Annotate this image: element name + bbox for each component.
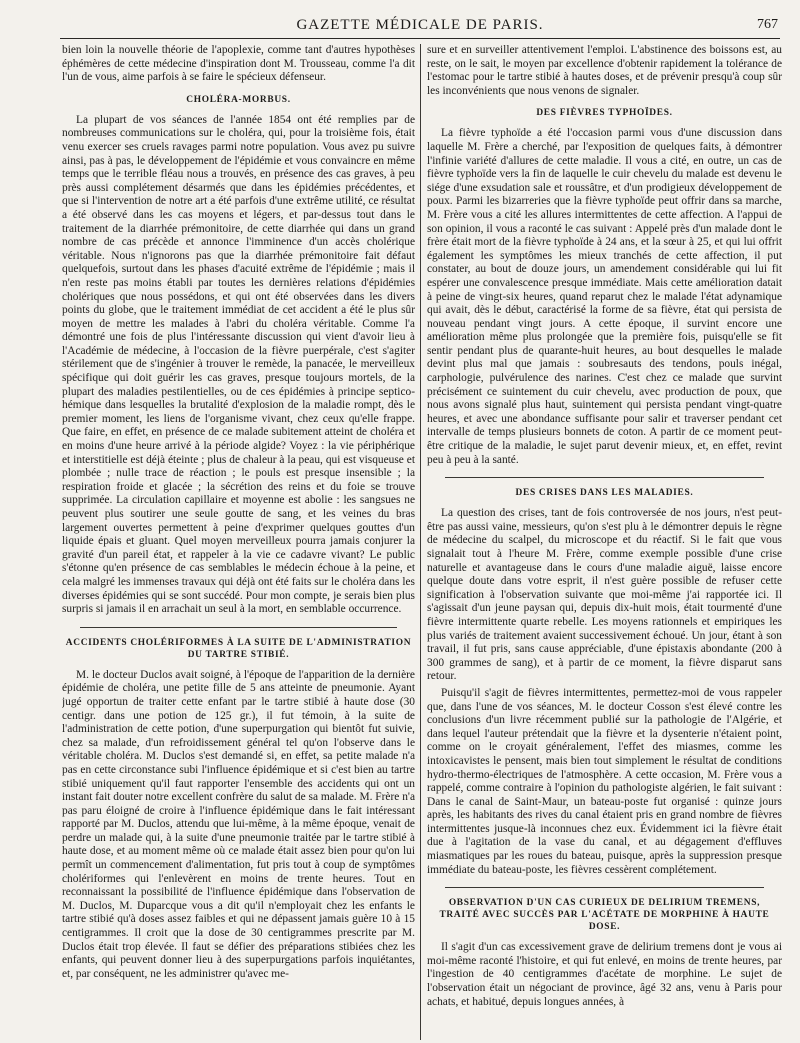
left-column: [62, 44, 415, 1040]
section-separator: [445, 477, 764, 478]
heading-line-1: ACCIDENTS CHOLÉRIFORMES À LA SUITE DE L'ADMINISTRATION: [65, 637, 412, 648]
section-heading-typhoides: DES FIÈVRES TYPHOÏDES.: [536, 108, 673, 119]
section-heading-crises: DES CRISES DANS LES MALADIES.: [515, 488, 694, 499]
crises-paragraph-1: La question des crises, tant de fois controversée de nos jours, n'est peut-être pas aussi vaine, messieurs, qu'on s'est plu à le démontrer depuis le règne de médecine du scalpel, du microscope et du réactif. Si le fait que vous signalait tout à l'heure M. Frère, comme exemple possible d'une crise naturelle et avantageuse dans le cours d'une maladie aiguë, laisse encore quelque doute dans votre esprit, il n'est guère possible de refuser cette signification à l'observation suivante que moi-même j'ai rapportée ici. Il s'agissait d'un jeune paysan qui, depuis dix-huit mois, était tourmenté d'une fièvre intermittente quarte rebelle. Les moyens rationnels et empiriques les plus variés de traitement avaient successivement échoué. Un jour, étant à son travail, il fut pris, sans cause appréciable, d'une épistaxis abondante (200 à 300 grammes de sang), et à partir de ce moment, la fièvre disparut sans retour.: [427, 507, 782, 683]
continued-paragraph: sure et en surveiller attentivement l'emploi. L'abstinence des boissons est, au reste, on le sait, le moyen par excellence d'obtenir rapidement la tolérance de l'estomac pour le tartre stibié à hautes doses, et de prévenir presqu'à coup sûr les inconvénients que nous venons de signaler.: [427, 44, 782, 97]
right-column: [427, 44, 782, 1040]
section-heading-cholera: CHOLÉRA-MORBUS.: [186, 94, 291, 105]
page-header: [60, 12, 780, 39]
column-divider: [420, 44, 421, 1040]
crises-paragraph-2: Puisqu'il s'agit de fièvres intermittentes, permettez-moi de vous rappeler que, dans l'une de vos séances, M. le docteur Cosson s'est élevé contre les conclusions d'un livre récemment publié sur la pathologie de l'Algérie, et dans lequel l'auteur prétendait que la fièvre et la dysenterie n'étaient point, comme on le croyait généralement, l'effet des miasmes, comme les intoxicavistes le pensent, mais bien tout simplement le résultat de conditions hydro-thermo-électriques de l'atmosphère. A cette occasion, M. Frère vous a rappelé, comme contraire à l'opinion du pathologiste algérien, le fait suivant : Dans le canal de Saint-Maur, un bateau-poste fut organisé : quinze jours après, les habitants des rives du canal étaient pris en grand nombre de fièvres intermittentes jusque-là inconnues chez eux. Évidemment ici la fièvre était due à l'agitation de la vase du canal, et au dégagement d'effluves miasmatiques par les roues du bateau, puisque, après la suppression presque immédiate du bateau-poste, les fièvres cessèrent complétement.: [427, 686, 782, 876]
heading-line-2: TRAITÉ AVEC SUCCÈS PAR L'ACÉTATE DE MORPHINE À HAUTE DOSE.: [439, 910, 770, 933]
section-heading-accidents: [62, 637, 415, 661]
intro-paragraph: bien loin la nouvelle théorie de l'apoplexie, comme tant d'autres hypothèses éphémères de cette médecine d'inspiration dont M. Trousseau, comme l'a dit l'un de vous, aime parfois à se faire le spécieux défenseur.: [62, 44, 415, 84]
cholera-paragraph: La plupart de vos séances de l'année 1854 ont été remplies par de nombreuses communications sur le choléra, qui, pour la troisième fois, était venu exercer ses cruels ravages parmi notre population. Vous avez pu suivre ainsi, pas à pas, le développement de l'épidémie et vous convaincre en même temps que le terrible fléau nous a trouvés, en présence des cas graves, à peu près aussi complétement désarmés que dans les épidémies précédentes, et que si l'intervention de notre art a été parfois d'une extrême utilité, ce résultat a été observé dans les cas moyens et légers, et par-dessus tout dans le traitement de la diarrhée prémonitoire, de cette diarrhée qui dans un grand nombre de cas précède et annonce l'imminence d'un accès cholérique véritable. Nous n'ignorons pas que la diarrhée prémonitoire fait défaut quelquefois, surtout dans les phases d'acuité extrême de l'épidémie ; mais il n'en reste pas moins établi par toutes les dernières relations d'épidémies cholériques que nous possédons, et qui ont été observées dans les divers points du globe, que le traitement immédiat de cet accident a été le plus sûr moyen de mettre les malades à l'abri du choléra véritable. Comme l'a démontré une fois de plus l'intéressante discussion qui vient d'avoir lieu à l'Académie de médecine, à l'occasion de la fièvre puerpérale, c'est s'agiter stérilement que de s'ingénier à trouver le remède, la panacée, le merveilleux spécifique qui doit guérir les cas graves, presque toujours mortels, de la plupart des maladies pestilentielles, ou de ces épidémies à principe septico-hémique dans lesquelles la brutalité d'explosion de la maladie rompt, dès le premier moment, les liens de l'organisme vivant, chez ceux qu'elle frappe. Que faire, en effet, en présence de ce malade subitement atteint de choléra et en moins d'une heure arrivé à la période algide? Voyez : la vie périphérique et interstitielle est déjà éteinte ; plus de chaleur à la peau, qui est visqueuse et plombée ; nulle trace de réaction ; le pouls est presque insensible ; la respiration froide et glacée ; la sécrétion des reins et du foie se trouve supprimée. La circulation capillaire et moyenne est abolie : les sangsues ne peuvent plus soutirer une seule goutte de sang, et les veines du bras largement ouvertes permettent à peine d'exprimer quelques gouttes d'un liquide épais et gluant. Quel moyen merveilleux pourra jamais conjurer la gravité d'un pareil état, et rappeler à la vie ce cadavre vivant? Le public s'étonne qu'en présence de cas semblables le médecin échoue à la peine, et cela malgré les immenses travaux qui déjà ont été faits sur le choléra dans les diverses épidémies qui se sont succédé. Pour mon compte, je serais bien plus surpris si jamais il en arrachait un seul à la mort, en semblable occurrence.: [62, 113, 415, 616]
section-separator: [445, 887, 764, 888]
section-separator: [80, 627, 397, 628]
page-number: 767: [757, 17, 778, 32]
typhoides-paragraph: La fièvre typhoïde a été l'occasion parmi vous d'une discussion dans laquelle M. Frère a cherché, par l'exposition de quelques faits, à démontrer l'infinie variété d'allures de cette maladie. Il vous a cité, en outre, un cas de fièvre typhoïde vers la fin de laquelle le cuir chevelu du malade est devenu le siége d'une exsudation sale et roussâtre, et d'un prodigieux développement de poux. Parmi les bizarreries que la fièvre typhoïde peut offrir dans sa marche, M. Frère vous a cité les allures intermittentes de cette affection. A l'appui de son opinion, il vous a raconté le cas suivant : Appelé près d'un malade dont le frère était mort de la fièvre typhoïde à 24 ans, et la sœur à 25, et qui lui offrit également les symptômes les mieux tranchés de cette affection, il put constater, au bout de douze jours, un amendement considérable qui lui fit espérer une convalescence presque immédiate. Mais cette amélioration datait à peine de vingt-six heures, quand reparut chez le malade l'état adynamique qui avait, dès le début, caractérisé la forme de sa fièvre, état qui persista de nouveau pendant vingt jours. A cette époque, il survint encore une amélioration même plus prolongée que la première fois, puisqu'elle se fit sentir pendant plus de quarante-huit heures, au bout desquelles le malade devint plus mal que jamais : soubresauts des tendons, pouls inégal, carphologie, pulvérulence des narines. C'est chez ce malade que survint précisément ce suintement du cuir chevelu, avec production de poux, que nous avons signalé plus haut, suintement qui persista pendant vingt-quatre heures, et avec une abondance suffisante pour salir et traverser pendant cet intervalle de temps plusieurs bonnets de coton. A partir de ce moment peut-être critique de la maladie, le sujet parut devenir mieux, et, en effet, revint peu à peu à la santé.: [427, 127, 782, 466]
journal-title: GAZETTE MÉDICALE DE PARIS.: [296, 16, 544, 33]
section-heading-delirium: [427, 897, 782, 933]
heading-line-2: DU TARTRE STIBIÉ.: [187, 649, 290, 660]
delirium-paragraph: Il s'agit d'un cas excessivement grave de delirium tremens dont je vous ai moi-même raconté l'histoire, et qui fut enlevé, en moins de trente heures, par l'ingestion de 40 centigrammes d'acétate de morphine. Le sujet de l'observation était un négociant de province, âgé 32 ans, venu à Paris pour achats, et habitué, depuis longues années, à: [427, 941, 782, 1008]
accidents-paragraph: M. le docteur Duclos avait soigné, à l'époque de l'apparition de la dernière épidémie de choléra, une petite fille de 5 ans atteinte de pneumonie. Ayant jugé opportun de traiter cette enfant par le tartre stibié à haute dose (30 centigr. dans une potion de 125 gr.), il fut témoin, à la suite de l'administration de cette potion, d'une superpurgation qui bientôt fut suivie, chez sa malade, d'un refroidissement général tel qu'on l'observe dans le véritable choléra. M. Duclos s'est demandé si, en effet, sa petite malade n'a pas en cette circonstance subi l'influence épidémique et si c'est bien au tartre stibié uniquement qu'il faut rapporter l'ensemble des accidents qui ont un instant fait douter notre excellent confrère du salut de sa malade. M. Frère n'a pas paru éloigné de croire à l'influence épidémique dans le fait intéressant rapporté par M. Duclos, attendu que lui-même, à la même époque, venait de perdre un malade qui, à la suite d'une pneumonie traitée par le tartre stibié à haute dose, et au moment même où ce malade était assez bien pour qu'on lui permît un commencement d'alimentation, fut pris tout à coup de symptômes cholériformes qui l'enlevèrent en moins de trente heures. Tout en reconnaissant la possibilité de l'influence épidémique dans l'observation de M. Duclos, M. Duparcque vous a dit qu'il n'employait chez les enfants le tartre stibié qu'à doses assez faibles et qui ne dépassent jamais guère 10 à 15 centigrammes. Il croit que la dose de 30 centigrammes prescrite par M. Duclos était trop élevée. Il faut se défier des préparations stibiées chez les enfants, qui peuvent donner lieu à des superpurgations parfois inquiétantes, et, par conséquent, ne les administrer qu'avec me-: [62, 668, 415, 980]
heading-line-1: OBSERVATION D'UN CAS CURIEUX DE DELIRIUM TREMENS,: [448, 898, 761, 909]
